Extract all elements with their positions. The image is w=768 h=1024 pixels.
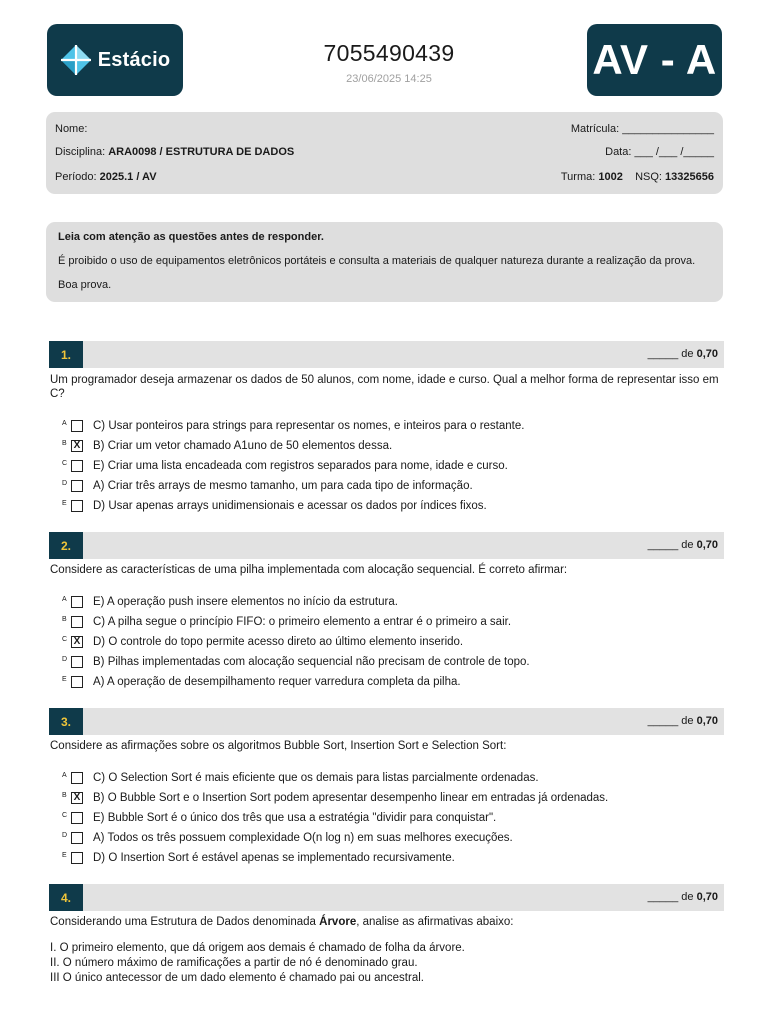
info-row-3: [55, 171, 714, 183]
answer-option[interactable]: B C) A pilha segue o princípio FIFO: o primeiro elemento a entrar é o primeiro a sair.: [62, 616, 512, 628]
estacio-diamond-icon: [60, 44, 92, 76]
answer-option[interactable]: C E) Criar uma lista encadeada com registros separados para nome, idade e curso.: [62, 460, 508, 472]
info-row-2: [55, 146, 714, 158]
question-number: 3.: [49, 708, 83, 735]
nsq-value: 13325656: [665, 171, 714, 183]
answer-checkbox[interactable]: X: [71, 440, 83, 452]
answer-checkbox[interactable]: [71, 772, 83, 784]
answer-checkbox[interactable]: [71, 676, 83, 688]
answer-option[interactable]: C E) Bubble Sort é o único dos três que usa a estratégia "dividir para conquistar".: [62, 812, 497, 824]
disciplina: [55, 146, 294, 158]
answer-option[interactable]: D B) Pilhas implementadas com alocação sequencial não precisam de controle de topo.: [62, 656, 530, 668]
answer-checkbox[interactable]: [71, 480, 83, 492]
instruction-prohibition: É proibido o uso de equipamentos eletrônicos portáteis e consulta a materiais de qualquer natureza durante a realização da prova.: [58, 255, 696, 267]
answer-option[interactable]: D A) Todos os três possuem complexidade O(n log n) em suas melhores execuções.: [62, 832, 513, 844]
statement-item: I. O primeiro elemento, que dá origem aos demais é chamado de folha da árvore.: [50, 942, 465, 954]
answer-option[interactable]: B X B) O Bubble Sort e o Insertion Sort podem apresentar desempenho linear em entradas já ordenadas.: [62, 792, 609, 804]
data-field: Data: ___ /___ /_____: [605, 146, 714, 158]
turma-nsq: [561, 171, 714, 183]
estacio-logo: [47, 24, 183, 96]
answer-checkbox[interactable]: X: [71, 792, 83, 804]
periodo-label: Período:: [55, 171, 97, 183]
info-row-1: [55, 123, 714, 135]
turma-value: 1002: [598, 171, 623, 183]
statement-item: II. O número máximo de ramificações a partir de nó é denominado grau.: [50, 957, 418, 969]
answer-option[interactable]: A C) Usar ponteiros para strings para representar os nomes, e inteiros para o restante.: [62, 420, 525, 432]
exam-datetime: 23/06/2025 14:25: [346, 73, 432, 85]
question-header: [49, 884, 724, 911]
instructions-box: [46, 222, 723, 302]
question-score: _____ de 0,70: [647, 715, 718, 727]
answer-checkbox[interactable]: [71, 460, 83, 472]
answer-checkbox[interactable]: [71, 616, 83, 628]
matricula-field: Matrícula: _______________: [570, 123, 714, 135]
answer-option[interactable]: D A) Criar três arrays de mesmo tamanho, um para cada tipo de informação.: [62, 480, 473, 492]
disciplina-value: ARA0098 / ESTRUTURA DE DADOS: [108, 146, 295, 158]
question-header: [49, 708, 724, 735]
answer-checkbox[interactable]: [71, 832, 83, 844]
disciplina-label: Disciplina:: [55, 146, 106, 158]
av-badge: AV - A: [587, 24, 722, 96]
answer-option[interactable]: B X B) Criar um vetor chamado A1uno de 50 elementos dessa.: [62, 440, 393, 452]
answer-option[interactable]: E D) Usar apenas arrays unidimensionais e acessar os dados por índices fixos.: [62, 500, 487, 512]
question-score: _____ de 0,70: [647, 539, 718, 551]
instruction-good-luck: Boa prova.: [58, 279, 112, 291]
exam-code: 7055490439: [323, 40, 455, 66]
question-text: Considere as características de uma pilha implementada com alocação sequencial. É correto afirmar:: [50, 564, 568, 576]
question-score: _____ de 0,70: [647, 891, 718, 903]
answer-checkbox[interactable]: [71, 852, 83, 864]
question-header: [49, 532, 724, 559]
question-text: Considere as afirmações sobre os algoritmos Bubble Sort, Insertion Sort e Selection Sort:: [50, 740, 507, 752]
answer-option[interactable]: E A) A operação de desempilhamento requer varredura completa da pilha.: [62, 676, 461, 688]
question-text: Um programador deseja armazenar os dados de 50 alunos, com nome, idade e curso. Qual a melhor forma de representar isso em C?: [50, 374, 719, 400]
question-number: 2.: [49, 532, 83, 559]
answer-checkbox[interactable]: [71, 420, 83, 432]
student-info-box: [46, 112, 723, 194]
question-number: 4.: [49, 884, 83, 911]
nsq-label: NSQ:: [635, 171, 662, 183]
exam-header: [250, 40, 528, 85]
answer-option[interactable]: E D) O Insertion Sort é estável apenas se implementado recursivamente.: [62, 852, 455, 864]
question-text: Considerando uma Estrutura de Dados denominada Árvore, analise as afirmativas abaixo:: [50, 916, 514, 928]
question-header: [49, 341, 724, 368]
answer-checkbox[interactable]: X: [71, 636, 83, 648]
nome-label: Nome:: [55, 123, 88, 135]
question-score: _____ de 0,70: [647, 348, 718, 360]
periodo: [55, 171, 157, 183]
question-number: 1.: [49, 341, 83, 368]
answer-option[interactable]: C X D) O controle do topo permite acesso direto ao último elemento inserido.: [62, 636, 464, 648]
logo-text: Estácio: [97, 48, 171, 71]
answer-option[interactable]: A C) O Selection Sort é mais eficiente que os demais para listas parcialmente ordenadas.: [62, 772, 539, 784]
answer-checkbox[interactable]: [71, 596, 83, 608]
answer-checkbox[interactable]: [71, 656, 83, 668]
statement-item: III O único antecessor de um dado elemento é chamado pai ou ancestral.: [50, 972, 424, 984]
instruction-read-carefully: Leia com atenção as questões antes de responder.: [58, 231, 324, 243]
periodo-value: 2025.1 / AV: [99, 171, 157, 183]
answer-checkbox[interactable]: [71, 812, 83, 824]
turma-label: Turma:: [560, 171, 596, 183]
answer-option[interactable]: A E) A operação push insere elementos no início da estrutura.: [62, 596, 398, 608]
answer-checkbox[interactable]: [71, 500, 83, 512]
